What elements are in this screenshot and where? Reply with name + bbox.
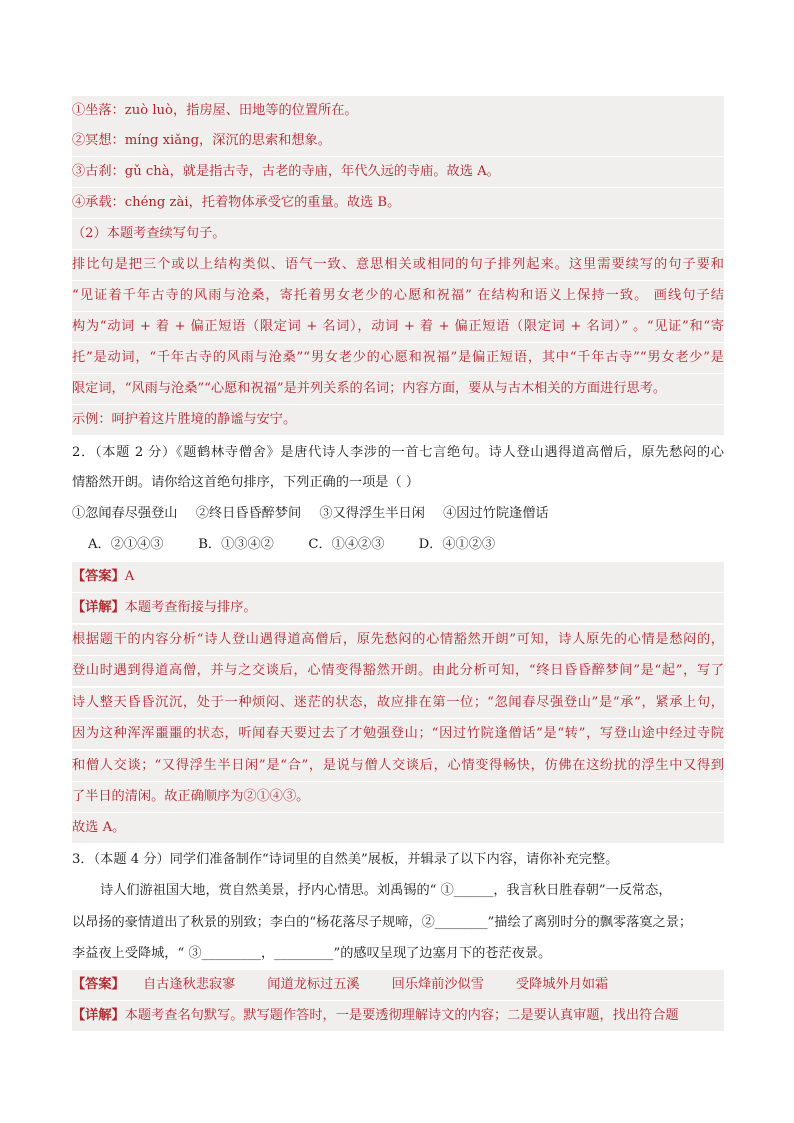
question-3-text-line-1: 诗人们游祖国大地，赏自然美景，抒内心情思。刘禹锡的“ ①______，我言秋日胜春朝”一反常态， — [100, 883, 672, 898]
poem-line-2: ②终日昏昏醉梦间 — [195, 506, 302, 521]
question-3-text-line-2: 以昂扬的豪情道出了秋景的别致；李白的“杨花落尽子规啼，②________”描绘了离别时分的飘零落寞之景； — [72, 915, 693, 930]
fill-answer-2: 闻道龙标过五溪 — [267, 977, 360, 992]
choice-d: D．④①②③ — [418, 537, 496, 552]
word-explanation-4: ④承载：chéng zài，托着物体承受它的重量。故选 B。 — [72, 188, 724, 218]
choice-a: A．②①④③ — [88, 537, 164, 552]
q3-detail — [72, 1001, 724, 1031]
poem-line-1: ①忽闻春尽强登山 — [72, 506, 178, 521]
detail-heading: 本题考查衔接与排序。 — [124, 600, 257, 615]
detail-tag: 【详解】 — [72, 1008, 125, 1023]
q2-detail-line-3: 诗人整天昏昏沉沉，处于一种烦闷、迷茫的状态，故应排在第一位；“忽闻春尽强登山”是“承”，紧承上句， — [72, 688, 724, 718]
choice-c: C．①④②③ — [308, 537, 385, 552]
q3-answer — [72, 970, 724, 1000]
answer-tag: 【答案】 — [72, 569, 125, 584]
detail-text: 本题考查名句默写。默写题作答时，一是要透彻理解诗文的内容；二是要认真审题，找出符合题 — [124, 1008, 679, 1023]
answer-value: A — [124, 569, 135, 584]
word-explanation-3: ③古刹：gǔ chà，就是指古寺，古老的寺庙，年代久远的寺庙。故选 A。 — [72, 157, 724, 187]
subquestion-2-heading: （2）本题考查续写句子。 — [72, 219, 724, 249]
analysis-line-2: “见证着千年古寺的风雨与沧桑，寄托着男女老少的心愿和祝福” 在结构和语义上保持一致。 画线句子结 — [72, 281, 724, 311]
poem-line-3: ③又得浮生半日闲 — [319, 506, 425, 521]
q2-conclusion: 故选 A。 — [72, 813, 724, 843]
q2-detail-line-2: 登山时遇到得道高僧，并与之交谈后，心情变得豁然开朗。由此分析可知，“终日昏昏醉梦间”是“起”，写了 — [72, 656, 724, 686]
answer-choices — [72, 530, 740, 560]
q2-detail-line-5: 和僧人交谈；“又得浮生半日闲”是“合”，是说与僧人交谈后，心情变得畅快，仿佛在这纷扰的浮生中又得到 — [72, 751, 724, 781]
q2-detail-line-1: 根据题干的内容分析“诗人登山遇得道高僧后，原先愁闷的心情豁然开朗”可知，诗人原先的心情是愁闷的， — [72, 625, 724, 655]
poem-line-4: ④因过竹院逢僧话 — [443, 506, 549, 521]
fill-answer-4: 受降城外月如霜 — [515, 977, 609, 992]
choice-b: B．①③④② — [198, 537, 274, 552]
word-explanation-2: ②冥想：míng xiǎng，深沉的思索和想象。 — [72, 126, 724, 156]
question-3-stem: 3．（本题 4 分）同学们准备制作“诗词里的自然美”展板，并辑录了以下内容，请你补充完整。 — [72, 852, 619, 867]
example-answer: 示例：呵护着这片胜境的静谧与安宁。 — [72, 405, 724, 435]
analysis-line-3: 构为“动词 + 着 + 偏正短语（限定词 + 名词），动词 + 着 + 偏正短语（限定词 + 名词）” 。“见证”和“寄 — [72, 312, 724, 342]
analysis-line-1: 排比句是把三个或以上结构类似、语气一致、意思相关或相同的句子排列起来。这里需要续写的句子要和 — [72, 250, 724, 280]
analysis-line-5: 限定词，“风雨与沧桑”“心愿和祝福”是并列关系的名词；内容方面，要从与古木相关的方面进行思考。 — [72, 374, 724, 404]
q2-answer — [72, 562, 724, 592]
q2-detail-line-4: 因为这种浑浑噩噩的状态，听闻春天要过去了才勉强登山；“因过竹院逢僧话”是“转”，写登山途中经过寺院 — [72, 719, 724, 749]
question-2-stem-line-2: 情豁然开朗。请你给这首绝句排序，下列正确的一项是（ ） — [72, 475, 420, 490]
analysis-line-4: 托”是动词，“千年古寺的风雨与沧桑”“男女老少的心愿和祝福”是偏正短语，其中“千年古寺”“男女老少”是 — [72, 343, 724, 373]
detail-tag: 【详解】 — [72, 600, 125, 615]
word-explanation-1: ①坐落：zuò luò，指房屋、田地等的位置所在。 — [72, 96, 724, 126]
question-2-stem-line-1: 2．（本题 2 分）《题鹤林寺僧舍》是唐代诗人李涉的一首七言绝句。诗人登山遇得道高僧后，原先愁闷的心 — [72, 445, 724, 460]
poem-lines — [72, 499, 724, 529]
question-3-text-line-3: 李益夜上受降城，“ ③_________，_________”的感叹呈现了边塞月下的苍茫夜景。 — [72, 946, 552, 961]
fill-answer-3: 回乐烽前沙似雪 — [391, 977, 484, 992]
q2-detail-line-6: 了半日的清闲。故正确顺序为②①④③。 — [72, 782, 724, 812]
fill-answer-1: 自古逢秋悲寂寥 — [142, 977, 236, 992]
q2-detail-heading — [72, 593, 724, 623]
answer-tag: 【答案】 — [72, 977, 125, 992]
